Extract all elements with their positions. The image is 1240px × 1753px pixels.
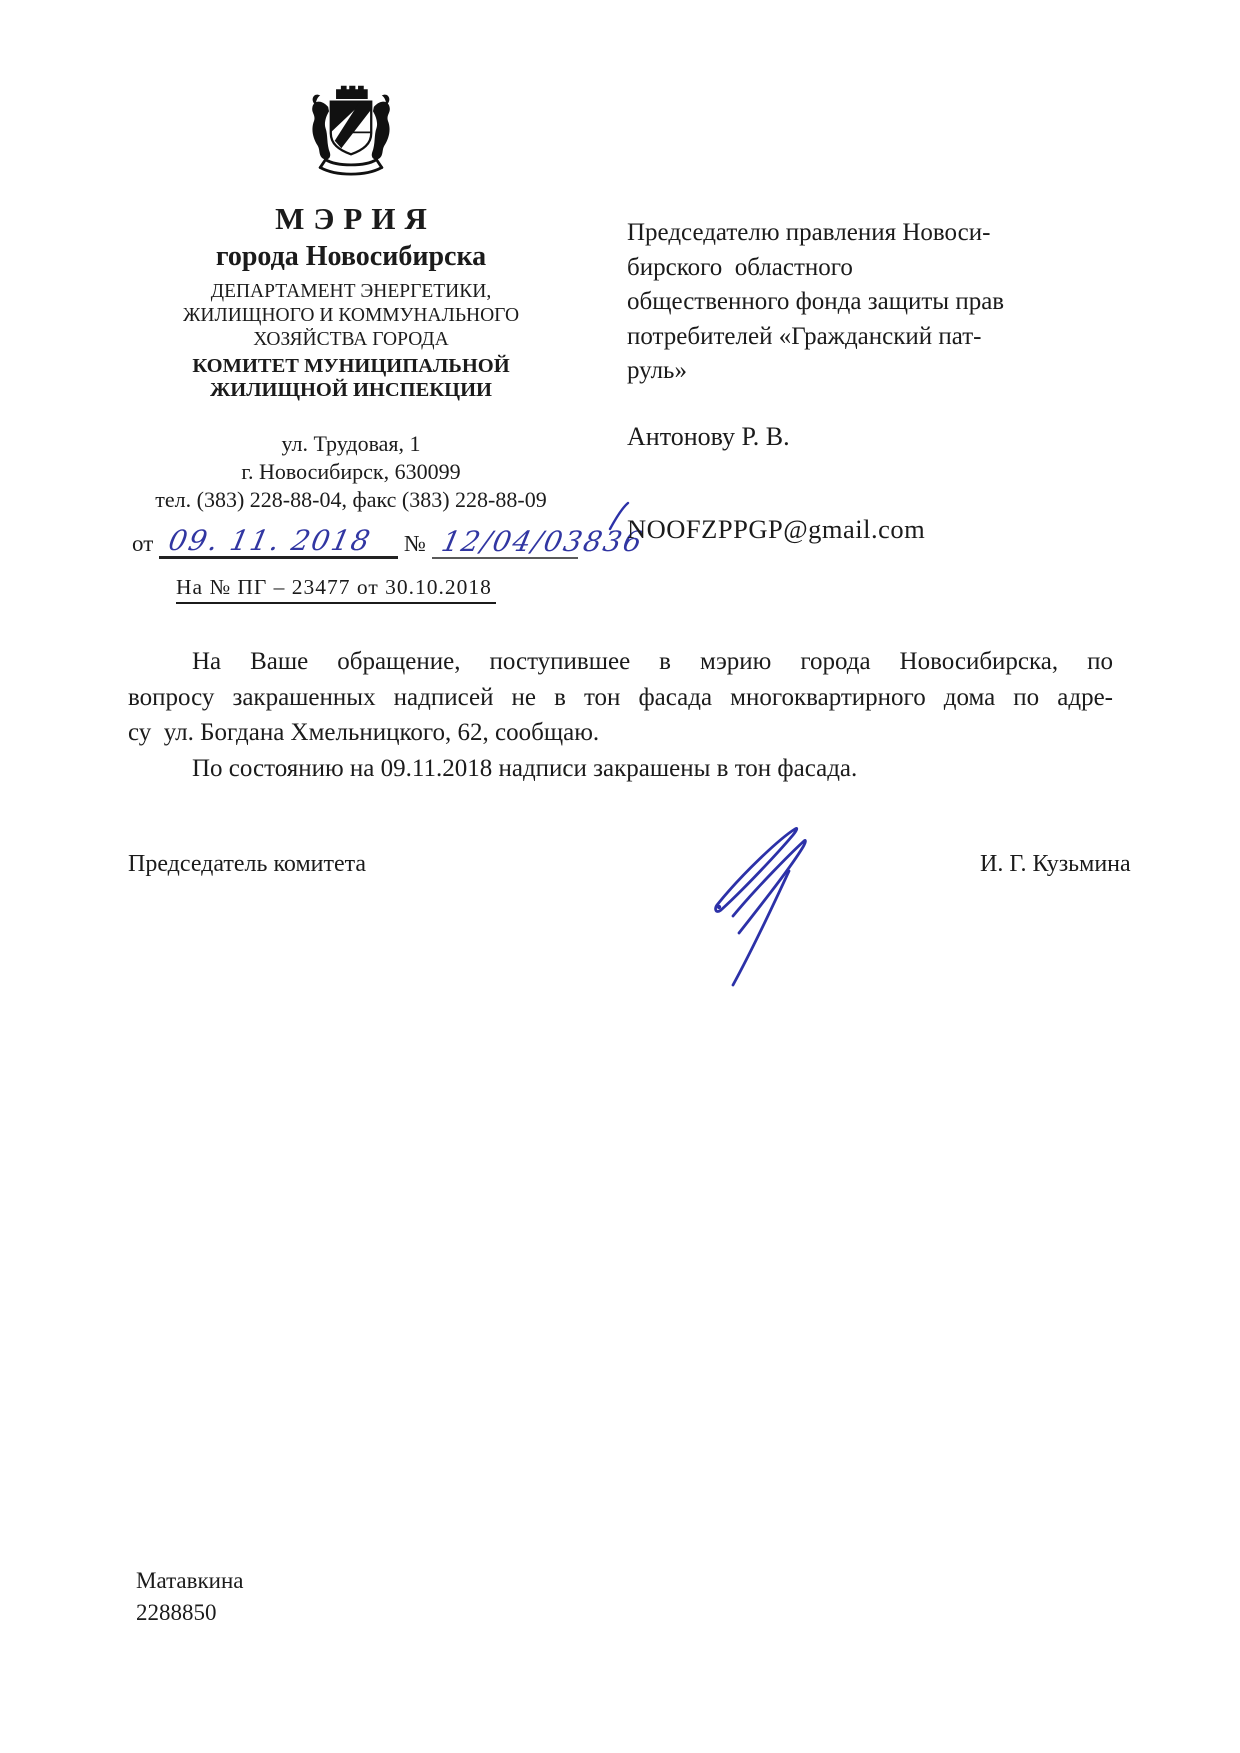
recipient-block <box>627 216 1113 544</box>
org-name-main: МЭРИЯ <box>275 201 436 236</box>
org-committee <box>118 355 584 402</box>
body-paragraph2: По состоянию на 09.11.2018 надписи закрашены в тон фасада. <box>192 754 858 782</box>
body-paragraph1-line: су ул. Богдана Хмельницкого, 62, сообщаю. <box>128 719 600 746</box>
incoming-ref-text: На № ПГ – 23477 от 30.10.2018 <box>176 575 496 604</box>
ref-date-field <box>159 526 398 559</box>
ref-number-field <box>432 525 647 559</box>
body-paragraph1-line: На Ваше обращение, поступившее в мэрию города Новосибирска, по <box>192 648 1113 675</box>
letterhead <box>118 84 647 604</box>
org-department-line: ХОЗЯЙСТВА ГОРОДА <box>253 329 449 350</box>
recipient-line: руль» <box>627 357 687 384</box>
org-address-phone: тел. (383) 228-88-04, факс (383) 228-88-09 <box>155 487 547 512</box>
recipient-line: потребителей «Гражданский пат- <box>627 322 982 350</box>
outgoing-ref-row <box>118 524 647 559</box>
org-address-city: г. Новосибирск, 630099 <box>241 459 461 484</box>
signer-position-title: Председатель комитета <box>128 851 367 877</box>
ref-number-label: № <box>404 531 426 556</box>
handwritten-number: 12/04/03836 <box>438 525 647 558</box>
executor-name: Матавкина <box>136 1568 244 1593</box>
org-department-line: ДЕПАРТАМЕНТ ЭНЕРГЕТИКИ, <box>210 281 492 302</box>
novosibirsk-coat-of-arms-icon <box>307 84 395 186</box>
recipient-name: Антонову Р. В. <box>627 422 790 451</box>
ref-from-label: от <box>132 531 154 556</box>
org-name-sub: города Новосибирска <box>215 241 487 272</box>
org-address <box>118 430 584 514</box>
incoming-ref-row <box>118 575 584 604</box>
org-address-street: ул. Трудовая, 1 <box>281 431 421 456</box>
org-committee-line: КОМИТЕТ МУНИЦИПАЛЬНОЙ <box>192 355 510 377</box>
body-paragraph1-line: вопросу закрашенных надписей не в тон фасада многоквартирного дома по адре- <box>128 683 1113 711</box>
org-department <box>118 280 584 352</box>
letter-body <box>128 644 1113 786</box>
recipient-email: NOOFZPPGP@gmail.com <box>627 514 926 544</box>
recipient-line: бирского областного <box>627 253 853 281</box>
signer-name: И. Г. Кузьмина <box>980 851 1131 877</box>
org-department-line: ЖИЛИЩНОГО И КОММУНАЛЬНОГО <box>182 305 520 326</box>
recipient-line: Председателю правления Новоси- <box>627 219 991 246</box>
recipient-line: общественного фонда защиты прав <box>627 288 1005 315</box>
org-committee-line: ЖИЛИЩНОЙ ИНСПЕКЦИИ <box>210 378 492 401</box>
executor-phone: 2288850 <box>136 1600 217 1625</box>
executor-block <box>136 1565 243 1629</box>
handwritten-date: 09. 11. 2018 <box>165 524 375 557</box>
handwritten-signature <box>703 813 815 988</box>
